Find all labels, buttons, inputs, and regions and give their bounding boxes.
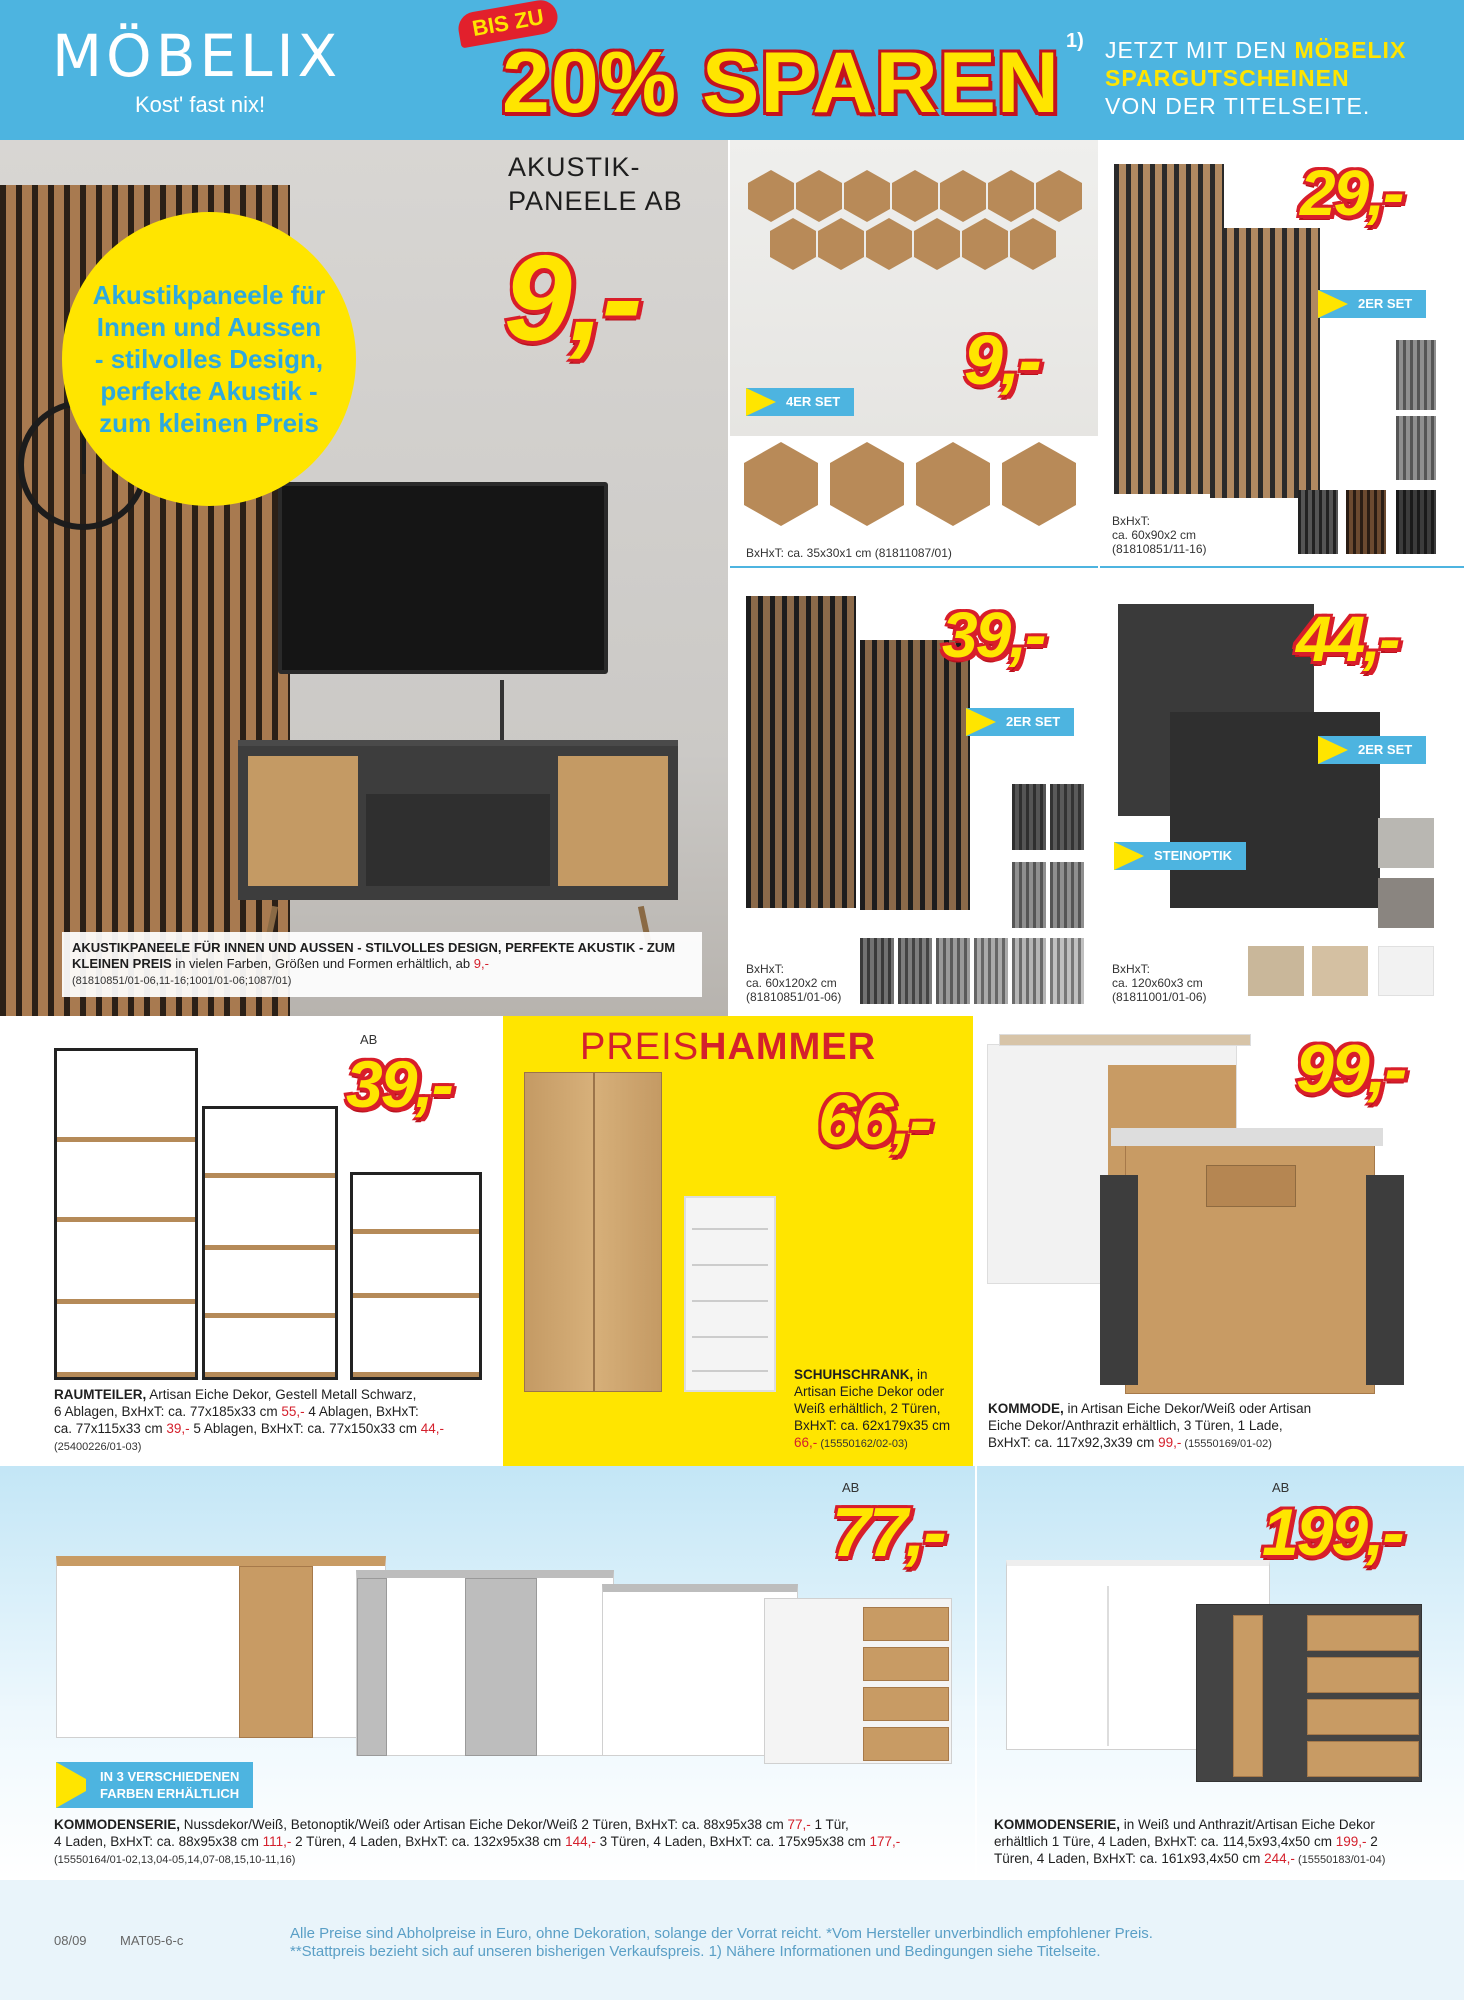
dim-label: BxHxT:: [1112, 514, 1151, 528]
color-swatch: [1012, 862, 1046, 928]
kommodenserie2-price: 199,-: [1262, 1495, 1403, 1569]
caption-text: 2 Türen, 4 Laden, BxHxT: ca. 132x95x38 cm: [291, 1834, 566, 1849]
room-divider-mid-image: [202, 1106, 338, 1380]
voucher-offer-text: [1105, 36, 1406, 120]
banner-thin: PREIS: [580, 1026, 700, 1068]
set-badge: 2ER SET: [966, 708, 1074, 736]
caption-price: 199,-: [1335, 1834, 1367, 1849]
ab-label: AB: [360, 1032, 378, 1047]
caption-price: 44,-: [420, 1421, 444, 1436]
hex-wall-row: [770, 218, 1056, 270]
kommode-top-shelf: [1111, 1128, 1383, 1146]
stone-optic-badge: STEINOPTIK: [1114, 842, 1246, 870]
caption-text: 4 Laden, BxHxT: ca. 88x95x38 cm: [54, 1834, 263, 1849]
caption-text: BxHxT: ca. 117x92,3x39 cm: [988, 1435, 1159, 1450]
article-code: (81810851/11-16): [1112, 542, 1207, 556]
lowboard-image: [238, 740, 678, 900]
banner-bold: HAMMER: [699, 1026, 877, 1068]
color-swatch: [1050, 938, 1084, 1004]
dim-value: ca. 120x60x3 cm: [1112, 976, 1203, 990]
caption-title: RAUMTEILER,: [54, 1387, 147, 1402]
color-swatch: [1298, 490, 1338, 554]
hex-dimensions: BxHxT: ca. 35x30x1 cm (81811087/01): [746, 546, 952, 560]
caption-text: Nussdekor/Weiß, Betonoptik/Weiß oder Artisan Eiche Dekor/Weiß 2 Türen, BxHxT: ca. 88x95x38 cm: [180, 1817, 788, 1832]
tile-slat-panels-29[interactable]: [1100, 140, 1464, 568]
tile-hex-panels[interactable]: [730, 140, 1098, 568]
slat-panel-image: [746, 596, 856, 908]
color-swatch: [974, 938, 1008, 1004]
ab-label: AB: [842, 1480, 860, 1495]
bis-zu-badge: BIS ZU: [456, 0, 561, 48]
color-swatch: [860, 938, 894, 1004]
color-swatch: [1012, 938, 1046, 1004]
caption-price: 77,-: [787, 1817, 811, 1832]
hex-product-row: [744, 442, 1076, 526]
caption-text: in Artisan Eiche Dekor/Weiß oder Artisan: [1063, 1401, 1312, 1416]
caption-price: 66,-: [794, 1435, 818, 1450]
dim-label: BxHxT:: [1112, 962, 1151, 976]
sideboard-oak-drawers-image: [764, 1598, 952, 1764]
color-swatch: [1396, 416, 1436, 480]
color-swatch: [1396, 490, 1436, 554]
caption-text: in Weiß und Anthrazit/Artisan Eiche Dekor: [1120, 1817, 1375, 1832]
kommode-oak-open-image: [1125, 1144, 1375, 1394]
caption-price: 244,-: [1264, 1851, 1295, 1866]
brand-logo[interactable]: MÖBELIX: [52, 22, 342, 90]
hero-caption-price: 9,-: [473, 956, 489, 971]
caption-text: BxHxT: ca. 62x179x35 cm: [794, 1418, 951, 1433]
legal-line: Alle Preise sind Abholpreise in Euro, ohne Dekoration, solange der Vorrat reicht. *Vom Hersteller unverbindlich empfohlener Preis.: [290, 1925, 1153, 1942]
tv-image: [278, 482, 608, 674]
dim-label: BxHxT:: [746, 962, 785, 976]
caption-text: 5 Ablagen, BxHxT: ca. 77x150x33 cm: [189, 1421, 421, 1436]
tile-slat-panels-39[interactable]: [730, 572, 1098, 1016]
caption-title: KOMMODE,: [988, 1401, 1064, 1416]
set-badge: 2ER SET: [1318, 736, 1426, 764]
legal-line: **Stattpreis bezieht sich auf unseren bisherigen Verkaufspreis. 1) Nähere Informationen und Bedingungen siehe Titelseite.: [290, 1943, 1101, 1960]
slat39-price: 39,-: [942, 599, 1045, 671]
color-swatch: [1050, 784, 1084, 850]
hero-price: 9,-: [504, 230, 641, 366]
caption-price: 99,-: [1158, 1435, 1182, 1450]
caption-text: in: [913, 1367, 928, 1382]
kommode-price: 99,-: [1296, 1031, 1406, 1107]
header-banner: [0, 0, 1464, 140]
article-code: (15550164/01-02,13,04-05,14,07-08,15,10-11,16): [54, 1854, 296, 1866]
caption-text: 3 Türen, 4 Laden, BxHxT: ca. 175x95x38 cm: [595, 1834, 870, 1849]
stone44-price: 44,-: [1296, 603, 1399, 675]
slat29-price: 29,-: [1300, 157, 1403, 229]
hero-caption: [62, 932, 702, 997]
caption-price: 39,-: [166, 1421, 190, 1436]
article-code: (81810851/01-06,11-16;1001/01-06;1087/01): [72, 975, 292, 987]
sideboard-wide-image: [56, 1556, 386, 1738]
hero-acoustic-panels[interactable]: [0, 140, 728, 1016]
caption-text: Artisan Eiche Dekor oder: [794, 1384, 945, 1399]
caption-text: 6 Ablagen, BxHxT: ca. 77x185x33 cm: [54, 1404, 282, 1419]
offer-line2: SPARGUTSCHEINEN: [1105, 65, 1350, 91]
color-swatch: [1378, 878, 1434, 928]
legal-notice: [290, 1925, 1410, 1961]
preishammer-banner: [580, 1026, 876, 1069]
article-code: (25400226/01-03): [54, 1441, 142, 1453]
caption-text: 1 Tür,: [810, 1817, 849, 1832]
offer-line3: VON DER TITELSEITE.: [1105, 93, 1371, 119]
hero-lead-text: AKUSTIK-PANEELE AB: [508, 152, 683, 216]
hex-wall-row: [748, 170, 1082, 222]
article-code: (81811001/01-06): [1112, 990, 1207, 1004]
article-code: (15550169/01-02): [1181, 1438, 1272, 1450]
color-swatch: [1346, 490, 1386, 554]
kommodenserie1-caption: [54, 1816, 974, 1869]
caption-text: Eiche Dekor/Anthrazit erhältlich, 3 Türen, 1 Lade,: [988, 1418, 1283, 1433]
promo-circle-text: Akustikpaneele für Innen und Aussen - stilvolles Design, perfekte Akustik - zum kleinen Preis: [92, 280, 326, 438]
set-badge: 2ER SET: [1318, 290, 1426, 318]
color-swatch: [1248, 946, 1304, 996]
promo-circle: [62, 212, 356, 506]
page-number: 08/09: [54, 1933, 87, 1948]
caption-text: Artisan Eiche Dekor, Gestell Metall Schwarz,: [146, 1387, 417, 1402]
kommode-top: [999, 1034, 1251, 1046]
slat-panel-image: [860, 640, 970, 910]
color-swatch: [1050, 862, 1084, 928]
caption-price: 177,-: [869, 1834, 901, 1849]
shoe-cabinet-open-image: [684, 1196, 776, 1392]
headline-sparen: 20% SPAREN: [502, 35, 1061, 131]
hero-caption-text: in vielen Farben, Größen und Formen erhältlich, ab: [171, 956, 474, 971]
slat29-dimensions: [1112, 514, 1207, 556]
color-swatch: [898, 938, 932, 1004]
article-code: (15550183/01-04): [1294, 1854, 1386, 1866]
hex-price: 9,-: [964, 321, 1040, 399]
caption-price: 111,-: [262, 1834, 292, 1849]
three-colors-badge: [56, 1762, 253, 1808]
article-code: (15550162/02-03): [817, 1438, 908, 1450]
slat-panel-image: [1210, 228, 1320, 498]
offer-brand: MÖBELIX: [1294, 37, 1407, 63]
caption-text: 4 Ablagen, BxHxT:: [304, 1404, 419, 1419]
color-swatch: [1396, 340, 1436, 410]
kommode-caption: [988, 1400, 1458, 1453]
color-swatch: [1012, 784, 1046, 850]
caption-price: 55,-: [281, 1404, 305, 1419]
color-swatch: [1312, 946, 1368, 996]
caption-text: erhältlich 1 Türe, 4 Laden, BxHxT: ca. 114,5x93,4x50 cm: [994, 1834, 1336, 1849]
caption-title: SCHUHSCHRANK,: [794, 1367, 914, 1382]
color-swatch: [1378, 818, 1434, 868]
caption-price: 144,-: [565, 1834, 596, 1849]
footnote-marker: 1): [1066, 30, 1084, 52]
tile-raumteiler[interactable]: [0, 1016, 503, 1466]
hero-caption-title: AKUSTIKPANEELE FÜR INNEN UND AUSSEN - STILVOLLES DESIGN, PERFEKTE AKUSTIK - ZUM KLEINEN PREIS: [72, 940, 676, 971]
offer-line1: JETZT MIT DEN: [1105, 37, 1295, 63]
schuhschrank-caption: [794, 1366, 969, 1453]
color-swatch: [936, 938, 970, 1004]
slat-panel-image: [1114, 164, 1224, 494]
brand-tagline: Kost' fast nix!: [135, 92, 266, 117]
sideboard-concrete-image: [356, 1570, 614, 1756]
lowboard-flap: [366, 794, 550, 886]
sideboard-anthracite-image: [1196, 1604, 1422, 1782]
dim-value: ca. 60x120x2 cm: [746, 976, 837, 990]
stone44-dimensions: [1112, 962, 1207, 1004]
kommodenserie1-price: 77,-: [832, 1493, 945, 1571]
kommodenserie2-caption: [994, 1816, 1464, 1869]
room-divider-short-image: [350, 1172, 482, 1380]
ab-label: AB: [1272, 1480, 1290, 1495]
caption-text: Weiß erhältlich, 2 Türen,: [794, 1401, 941, 1416]
raumteiler-caption: [54, 1386, 494, 1456]
room-divider-tall-image: [54, 1048, 198, 1380]
caption-text: 2: [1366, 1834, 1378, 1849]
section-divider: [975, 1466, 977, 1880]
raumteiler-price: 39,-: [346, 1047, 452, 1121]
article-code: (81810851/01-06): [746, 990, 842, 1004]
wardrobe-image: [524, 1072, 662, 1392]
tile-stone-panels-44[interactable]: [1100, 572, 1464, 1016]
slat39-dimensions: [746, 962, 841, 1004]
lowboard-door-left: [248, 756, 358, 886]
caption-title: KOMMODENSERIE,: [54, 1817, 181, 1832]
caption-text: ca. 77x115x33 cm: [54, 1421, 167, 1436]
dim-value: ca. 60x90x2 cm: [1112, 528, 1197, 542]
schuhschrank-price: 66,-: [818, 1081, 931, 1159]
caption-title: KOMMODENSERIE,: [994, 1817, 1121, 1832]
badge-line: FARBEN ERHÄLTLICH: [100, 1786, 240, 1801]
catalog-code: MAT05-6-c: [120, 1933, 184, 1948]
lowboard-door-right: [558, 756, 668, 886]
badge-line: IN 3 VERSCHIEDENEN: [100, 1769, 240, 1784]
caption-text: Türen, 4 Laden, BxHxT: ca. 161x93,4x50 cm: [994, 1851, 1265, 1866]
color-swatch: [1378, 946, 1434, 996]
set-badge: 4ER SET: [746, 388, 854, 416]
